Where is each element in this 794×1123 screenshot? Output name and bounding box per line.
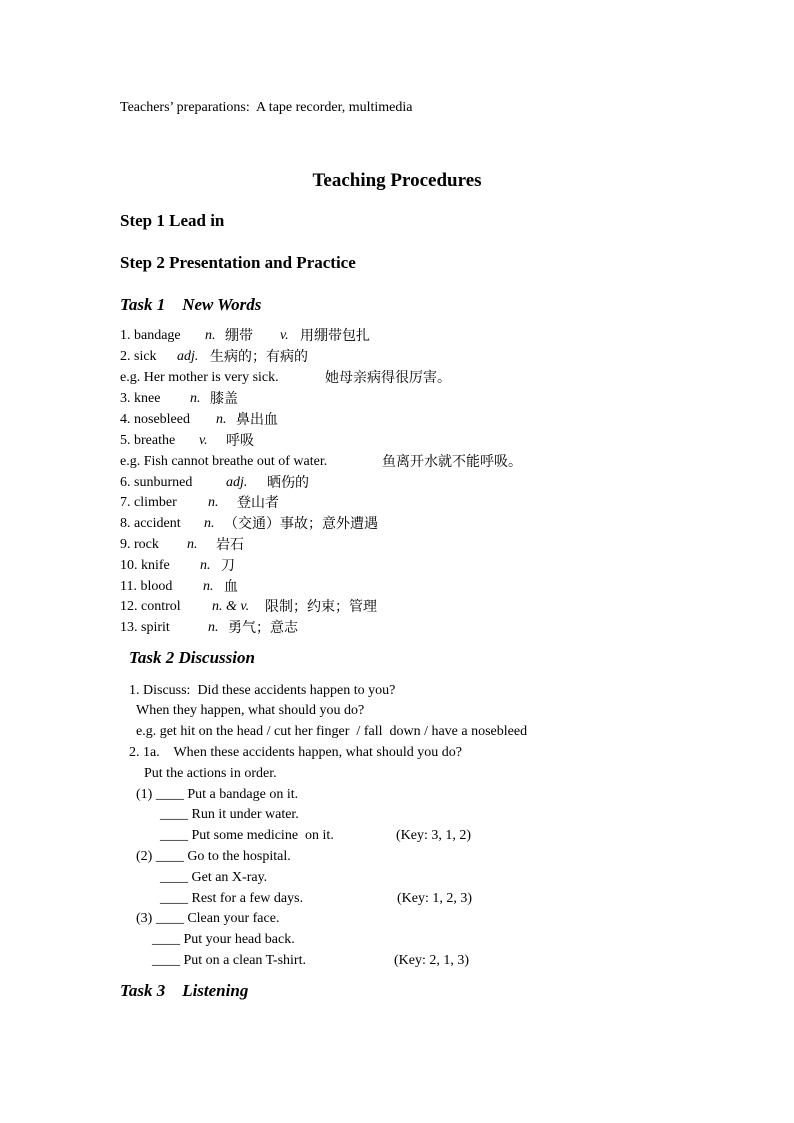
discussion-line: 2. 1a. When these accidents happen, what should you do? bbox=[129, 745, 462, 760]
word: 7. climber bbox=[120, 495, 177, 510]
list-item bbox=[120, 557, 235, 575]
discussion-line: 1. Discuss: Did these accidents happen to you? bbox=[129, 683, 396, 698]
example-line: e.g. get hit on the head / cut her finger / fall down / have a nosebleed bbox=[136, 724, 528, 739]
order-item: (1) ____ Put a bandage on it. bbox=[136, 787, 299, 802]
step-2-heading: Step 2 Presentation and Practice bbox=[120, 253, 356, 272]
part-of-speech: n. & v. bbox=[212, 599, 250, 614]
task-2-heading: Task 2 Discussion bbox=[129, 648, 255, 667]
part-of-speech: v. bbox=[280, 328, 289, 343]
instruction-line: Put the actions in order. bbox=[144, 766, 277, 781]
order-item: ____ Put some medicine on it. bbox=[160, 828, 334, 843]
list-item bbox=[120, 536, 244, 554]
teachers-preparations: Teachers’ preparations: A tape recorder, multimedia bbox=[120, 100, 413, 115]
list-item bbox=[120, 474, 309, 492]
list-item bbox=[120, 578, 238, 596]
list-item bbox=[120, 619, 298, 637]
list-item bbox=[120, 432, 254, 450]
answer-key: (Key: 3, 1, 2) bbox=[396, 828, 472, 843]
translation: 限制；约束；管理 bbox=[265, 599, 377, 615]
translation: 晒伤的 bbox=[267, 475, 309, 491]
example-sentence bbox=[120, 453, 522, 471]
order-item: ____ Put your head back. bbox=[152, 932, 295, 947]
order-item: ____ Put on a clean T-shirt. bbox=[152, 953, 306, 968]
translation: 岩石 bbox=[216, 537, 244, 553]
list-item bbox=[120, 411, 278, 429]
translation: 呼吸 bbox=[226, 433, 254, 449]
translation: 刀 bbox=[221, 558, 235, 574]
word: 8. accident bbox=[120, 516, 181, 531]
word: 3. knee bbox=[120, 391, 161, 406]
task-1-heading: Task 1 New Words bbox=[120, 295, 262, 314]
list-item bbox=[120, 598, 377, 616]
part-of-speech: n. bbox=[208, 495, 219, 510]
order-item: (3) ____ Clean your face. bbox=[136, 911, 280, 926]
example-sentence bbox=[120, 369, 451, 387]
answer-key: (Key: 2, 1, 3) bbox=[394, 953, 470, 968]
page-title: Teaching Procedures bbox=[312, 170, 482, 191]
translation: 鱼离开水就不能呼吸。 bbox=[382, 454, 522, 470]
translation: 绷带 bbox=[225, 328, 253, 344]
word: 12. control bbox=[120, 599, 181, 614]
translation: 鼻出血 bbox=[236, 412, 278, 428]
order-item: ____ Run it under water. bbox=[160, 807, 299, 822]
word: 9. rock bbox=[120, 537, 159, 552]
list-item bbox=[120, 390, 238, 408]
part-of-speech: n. bbox=[203, 579, 214, 594]
answer-key: (Key: 1, 2, 3) bbox=[397, 891, 473, 906]
list-item bbox=[120, 348, 308, 366]
order-item: ____ Get an X-ray. bbox=[160, 870, 268, 885]
part-of-speech: n. bbox=[205, 328, 216, 343]
order-item: (2) ____ Go to the hospital. bbox=[136, 849, 291, 864]
word: 10. knife bbox=[120, 558, 170, 573]
list-item bbox=[120, 515, 378, 533]
word: 6. sunburned bbox=[120, 475, 193, 490]
translation: 用绷带包扎 bbox=[300, 328, 370, 344]
word: 4. nosebleed bbox=[120, 412, 190, 427]
part-of-speech: n. bbox=[190, 391, 201, 406]
word: 11. blood bbox=[120, 579, 173, 594]
part-of-speech: n. bbox=[200, 558, 211, 573]
part-of-speech: n. bbox=[208, 620, 219, 635]
translation: 生病的；有病的 bbox=[210, 349, 308, 365]
translation: 血 bbox=[224, 579, 238, 595]
translation: 登山者 bbox=[237, 495, 279, 511]
list-item bbox=[120, 327, 370, 345]
task-3-heading: Task 3 Listening bbox=[120, 981, 249, 1000]
translation: （交通）事故；意外遭遇 bbox=[224, 516, 378, 532]
word: 1. bandage bbox=[120, 328, 181, 343]
step-1-heading: Step 1 Lead in bbox=[120, 211, 225, 230]
list-item bbox=[120, 494, 279, 512]
translation: 勇气；意志 bbox=[228, 620, 298, 636]
word: 13. spirit bbox=[120, 620, 170, 635]
translation: 她母亲病得很厉害。 bbox=[325, 370, 451, 386]
order-item: ____ Rest for a few days. bbox=[160, 891, 304, 906]
part-of-speech: adj. bbox=[226, 475, 248, 490]
part-of-speech: adj. bbox=[177, 349, 199, 364]
example-text: e.g. Fish cannot breathe out of water. bbox=[120, 454, 328, 469]
part-of-speech: n. bbox=[187, 537, 198, 552]
part-of-speech: n. bbox=[204, 516, 215, 531]
word: 5. breathe bbox=[120, 433, 176, 448]
discussion-line: When they happen, what should you do? bbox=[136, 703, 365, 718]
translation: 膝盖 bbox=[210, 391, 238, 407]
word: 2. sick bbox=[120, 349, 157, 364]
part-of-speech: n. bbox=[216, 412, 227, 427]
part-of-speech: v. bbox=[199, 433, 208, 448]
example-text: e.g. Her mother is very sick. bbox=[120, 370, 279, 385]
